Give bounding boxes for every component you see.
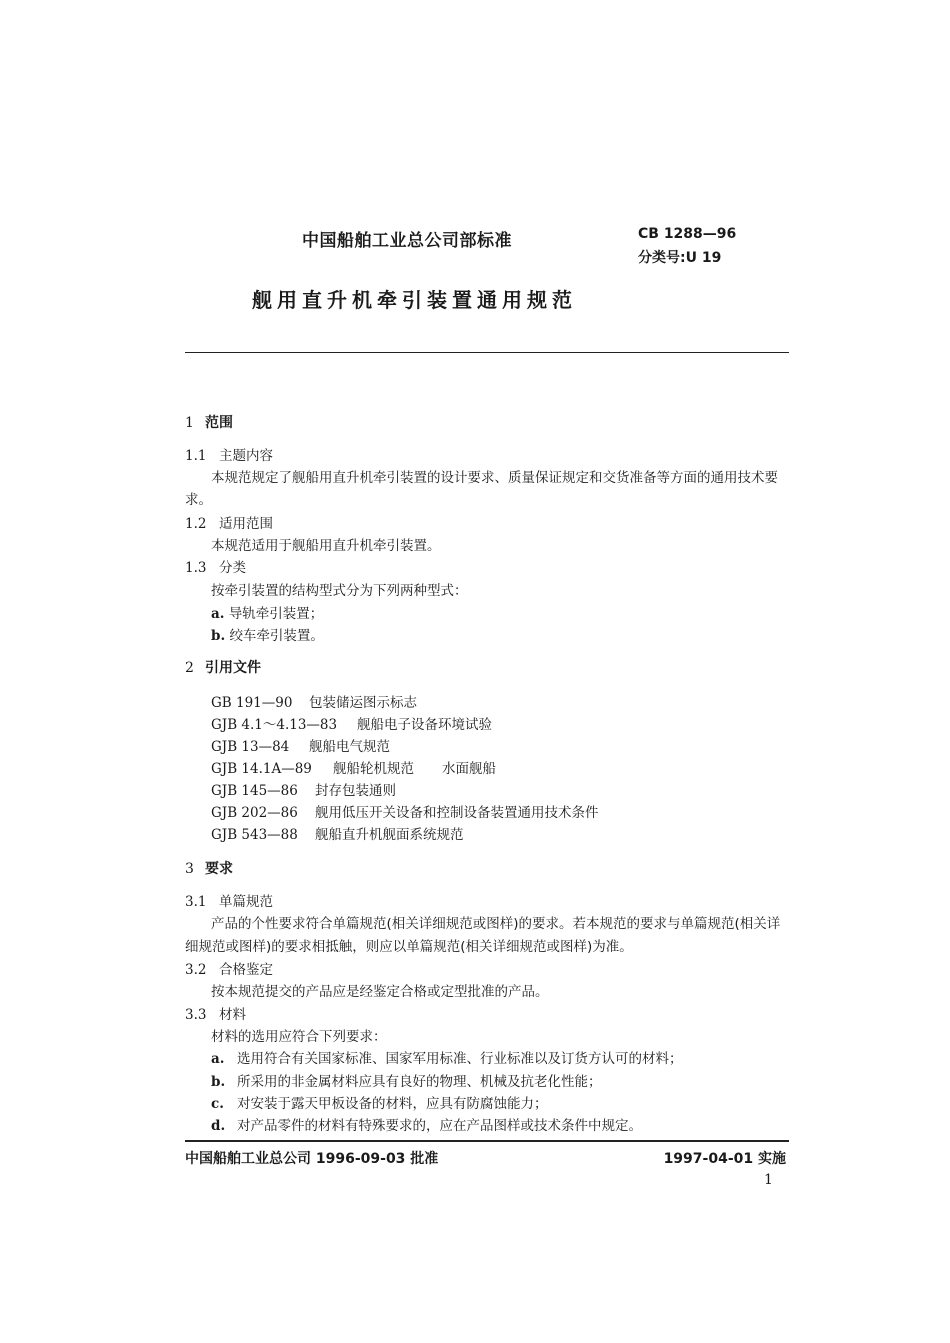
classification-number: 分类号:U 19 bbox=[638, 250, 722, 266]
reference-name: 包装储运图示标志 bbox=[309, 695, 417, 711]
section-2-heading bbox=[185, 657, 261, 677]
list-letter: b. bbox=[211, 1074, 226, 1090]
paragraph-line: 按牵引装置的结构型式分为下列两种型式： bbox=[211, 583, 468, 599]
subsection-1-1-heading bbox=[185, 444, 273, 464]
reference-code: GJB 145—86 bbox=[211, 783, 298, 799]
subsection-title: 合格鉴定 bbox=[219, 962, 273, 978]
list-text: 对安装于露天甲板设备的材料，应具有防腐蚀能力； bbox=[237, 1096, 548, 1112]
reference-row bbox=[211, 779, 396, 799]
reference-code: GJB 4.1～4.13—83 bbox=[211, 717, 338, 733]
subsection-number: 3.2 bbox=[185, 962, 207, 978]
reference-row bbox=[211, 801, 599, 821]
reference-code: GJB 202—86 bbox=[211, 805, 298, 821]
section-number: 1 bbox=[185, 415, 194, 431]
list-text: 导轨牵引装置； bbox=[228, 606, 324, 622]
subsection-number: 3.1 bbox=[185, 894, 207, 910]
subsection-1-3-heading bbox=[185, 556, 246, 576]
list-letter: a. bbox=[211, 606, 225, 622]
section-number: 3 bbox=[185, 861, 194, 877]
paragraph-line: 按本规范提交的产品应是经鉴定合格或定型批准的产品。 bbox=[211, 984, 549, 1000]
footer-rule bbox=[185, 1140, 789, 1142]
list-item bbox=[211, 1047, 683, 1067]
list-item bbox=[211, 1114, 642, 1134]
section-1-heading bbox=[185, 412, 233, 432]
subsection-title: 材料 bbox=[219, 1007, 246, 1023]
subsection-title: 单篇规范 bbox=[219, 894, 273, 910]
effective-date: 1997-04-01 实施 bbox=[663, 1151, 786, 1167]
reference-name: 舰船直升机舰面系统规范 bbox=[315, 827, 464, 843]
section-title: 范围 bbox=[205, 415, 233, 431]
list-item bbox=[211, 602, 323, 622]
reference-code: GB 191—90 bbox=[211, 695, 293, 711]
subsection-1-2-heading bbox=[185, 512, 273, 532]
subsection-3-1-heading bbox=[185, 890, 273, 910]
list-letter: b. bbox=[211, 628, 226, 644]
list-text: 选用符合有关国家标准、国家军用标准、行业标准以及订货方认可的材料； bbox=[237, 1051, 683, 1067]
list-letter: a. bbox=[211, 1051, 225, 1067]
section-title: 要求 bbox=[205, 861, 233, 877]
paragraph-line: 产品的个性要求符合单篇规范(相关详细规范或图样)的要求。若本规范的要求与单篇规范(相关详 bbox=[211, 916, 781, 932]
list-text: 所采用的非金属材料应具有良好的物理、机械及抗老化性能； bbox=[237, 1074, 602, 1090]
paragraph-line: 材料的选用应符合下列要求： bbox=[211, 1029, 387, 1045]
subsection-title: 适用范围 bbox=[219, 516, 273, 532]
reference-code: GJB 14.1A—89 bbox=[211, 761, 312, 777]
subsection-number: 1.3 bbox=[185, 560, 207, 576]
reference-name: 舰船电气规范 bbox=[309, 739, 390, 755]
reference-row bbox=[211, 713, 492, 733]
header-rule bbox=[185, 352, 789, 353]
list-item bbox=[211, 1092, 548, 1112]
section-title: 引用文件 bbox=[205, 660, 261, 676]
list-text: 对产品零件的材料有特殊要求的，应在产品图样或技术条件中规定。 bbox=[237, 1118, 642, 1134]
paragraph-line: 求。 bbox=[185, 492, 212, 508]
list-text: 绞车牵引装置。 bbox=[229, 628, 324, 644]
list-item bbox=[211, 624, 324, 644]
list-item bbox=[211, 1070, 602, 1090]
reference-row bbox=[211, 691, 417, 711]
subsection-title: 分类 bbox=[219, 560, 246, 576]
reference-row bbox=[211, 735, 390, 755]
reference-code: GJB 13—84 bbox=[211, 739, 290, 755]
subsection-3-2-heading bbox=[185, 958, 273, 978]
subsection-number: 1.1 bbox=[185, 448, 207, 464]
subsection-number: 3.3 bbox=[185, 1007, 207, 1023]
page-number: 1 bbox=[764, 1172, 773, 1188]
reference-name: 舰船电子设备环境试验 bbox=[357, 717, 492, 733]
paragraph-line: 本规范适用于舰船用直升机牵引装置。 bbox=[211, 538, 441, 554]
reference-name: 封存包装通则 bbox=[315, 783, 396, 799]
reference-row bbox=[211, 757, 496, 777]
standard-number: CB 1288—96 bbox=[638, 226, 737, 242]
issuing-org-title: 中国船舶工业总公司部标准 bbox=[302, 231, 512, 251]
list-letter: d. bbox=[211, 1118, 226, 1134]
section-3-heading bbox=[185, 858, 233, 878]
section-number: 2 bbox=[185, 660, 194, 676]
subsection-number: 1.2 bbox=[185, 516, 207, 532]
reference-extra: 水面舰船 bbox=[442, 761, 496, 777]
document-title: 舰用直升机牵引装置通用规范 bbox=[252, 288, 577, 312]
subsection-3-3-heading bbox=[185, 1003, 246, 1023]
paragraph-line: 细规范或图样)的要求相抵触，则应以单篇规范(相关详细规范或图样)为准。 bbox=[185, 939, 633, 955]
paragraph-line: 本规范规定了舰船用直升机牵引装置的设计要求、质量保证规定和交货准备等方面的通用技术要 bbox=[211, 470, 778, 486]
list-letter: c. bbox=[211, 1096, 224, 1112]
approval-line: 中国船舶工业总公司 1996-09-03 批准 bbox=[185, 1151, 439, 1167]
reference-code: GJB 543—88 bbox=[211, 827, 298, 843]
subsection-title: 主题内容 bbox=[219, 448, 273, 464]
reference-name: 舰船轮机规范 bbox=[333, 761, 414, 777]
reference-row bbox=[211, 823, 464, 843]
reference-name: 舰用低压开关设备和控制设备装置通用技术条件 bbox=[315, 805, 599, 821]
